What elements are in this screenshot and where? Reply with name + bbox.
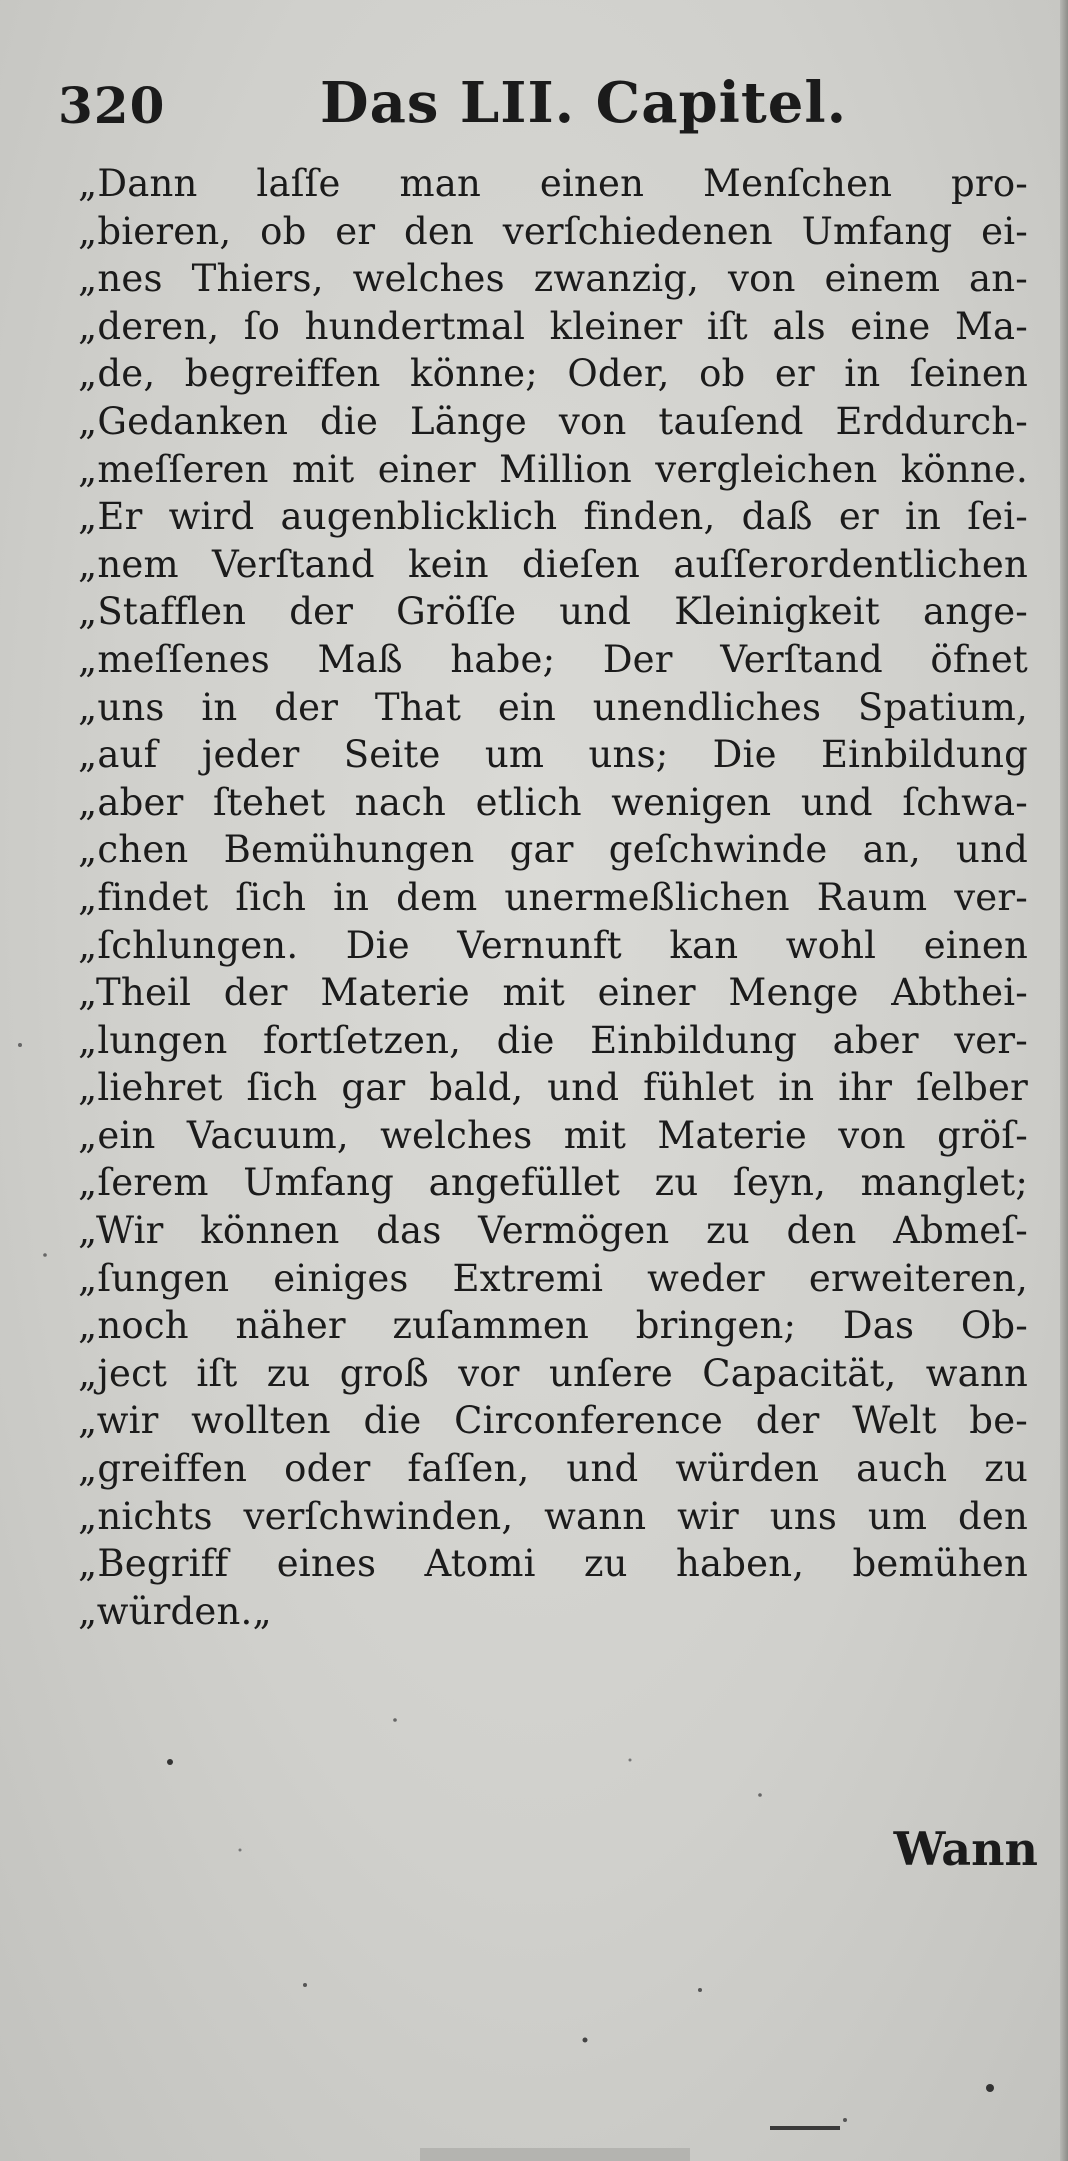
running-head: Das LII. Capitel. [320, 70, 848, 136]
text-line: „ſchlungen. Die Vernunft kan wohl einen [78, 923, 1028, 967]
text-line: „würden.„ [78, 1589, 272, 1633]
text-line: „Theil der Materie mit einer Menge Abthei- [78, 971, 1028, 1015]
text-line: „findet ſich in dem unermeßlichen Raum ver- [78, 875, 1028, 919]
catchword: Wann [893, 1822, 1038, 1876]
text-line: „ject iſt zu groß vor unſere Capacität, wann [78, 1351, 1028, 1395]
text-line: „meſſeren mit einer Million vergleichen könne. [78, 447, 1028, 491]
text-line: „nem Verſtand kein dieſen auſſerordentlichen [78, 542, 1028, 586]
text-line: „aber ſtehet nach etlich wenigen und ſchwa- [78, 780, 1028, 824]
text-line: „wir wollten die Circonference der Welt be- [78, 1399, 1028, 1443]
text-line: „nes Thiers, welches zwanzig, von einem an- [78, 257, 1028, 301]
text-line: „Stafflen der Gröſſe und Kleinigkeit ange- [78, 590, 1028, 634]
page-number: 320 [58, 76, 166, 135]
text-line: „de, begreiffen könne; Oder, ob er in ſeinen [78, 352, 1028, 396]
text-line: „deren, ſo hundertmal kleiner iſt als eine Ma- [78, 304, 1028, 348]
text-line: „Er wird augenblicklich finden, daß er in ſei- [78, 495, 1028, 539]
text-line: „chen Bemühungen gar geſchwinde an, und [78, 828, 1028, 872]
text-line: „liehret ſich gar bald, und fühlet in ihr ſelber [78, 1066, 1028, 1110]
text-line: „auf jeder Seite um uns; Die Einbildung [78, 733, 1028, 777]
text-line: „ein Vacuum, welches mit Materie von gröſ- [78, 1113, 1028, 1157]
text-line: „noch näher zuſammen bringen; Das Ob- [78, 1304, 1028, 1348]
text-line: „Gedanken die Länge von tauſend Erddurch- [78, 399, 1028, 443]
text-line: „meſſenes Maß habe; Der Verſtand öfnet [78, 637, 1028, 681]
text-line: „greiffen oder faſſen, und würden auch zu [78, 1447, 1028, 1491]
text-line: „uns in der That ein unendliches Spatium, [78, 685, 1028, 729]
page-header [58, 70, 1018, 140]
text-line: „ſerem Umfang angefüllet zu ſeyn, manglet; [78, 1161, 1028, 1205]
text-line: „Wir können das Vermögen zu den Abmeſ- [78, 1209, 1028, 1253]
body-text [78, 160, 1028, 1635]
text-line: „Begriff eines Atomi zu haben, bemühen [78, 1542, 1028, 1586]
text-line: „bieren, ob er den verſchiedenen Umfang ei- [78, 209, 1028, 253]
text-line: „nichts verſchwinden, wann wir uns um den [78, 1494, 1028, 1538]
text-line: „ſungen einiges Extremi weder erweiteren, [78, 1256, 1028, 1300]
text-line: „Dann laſſe man einen Menſchen pro- [78, 162, 1028, 205]
text-line: „lungen fortſetzen, die Einbildung aber ver- [78, 1018, 1028, 1062]
